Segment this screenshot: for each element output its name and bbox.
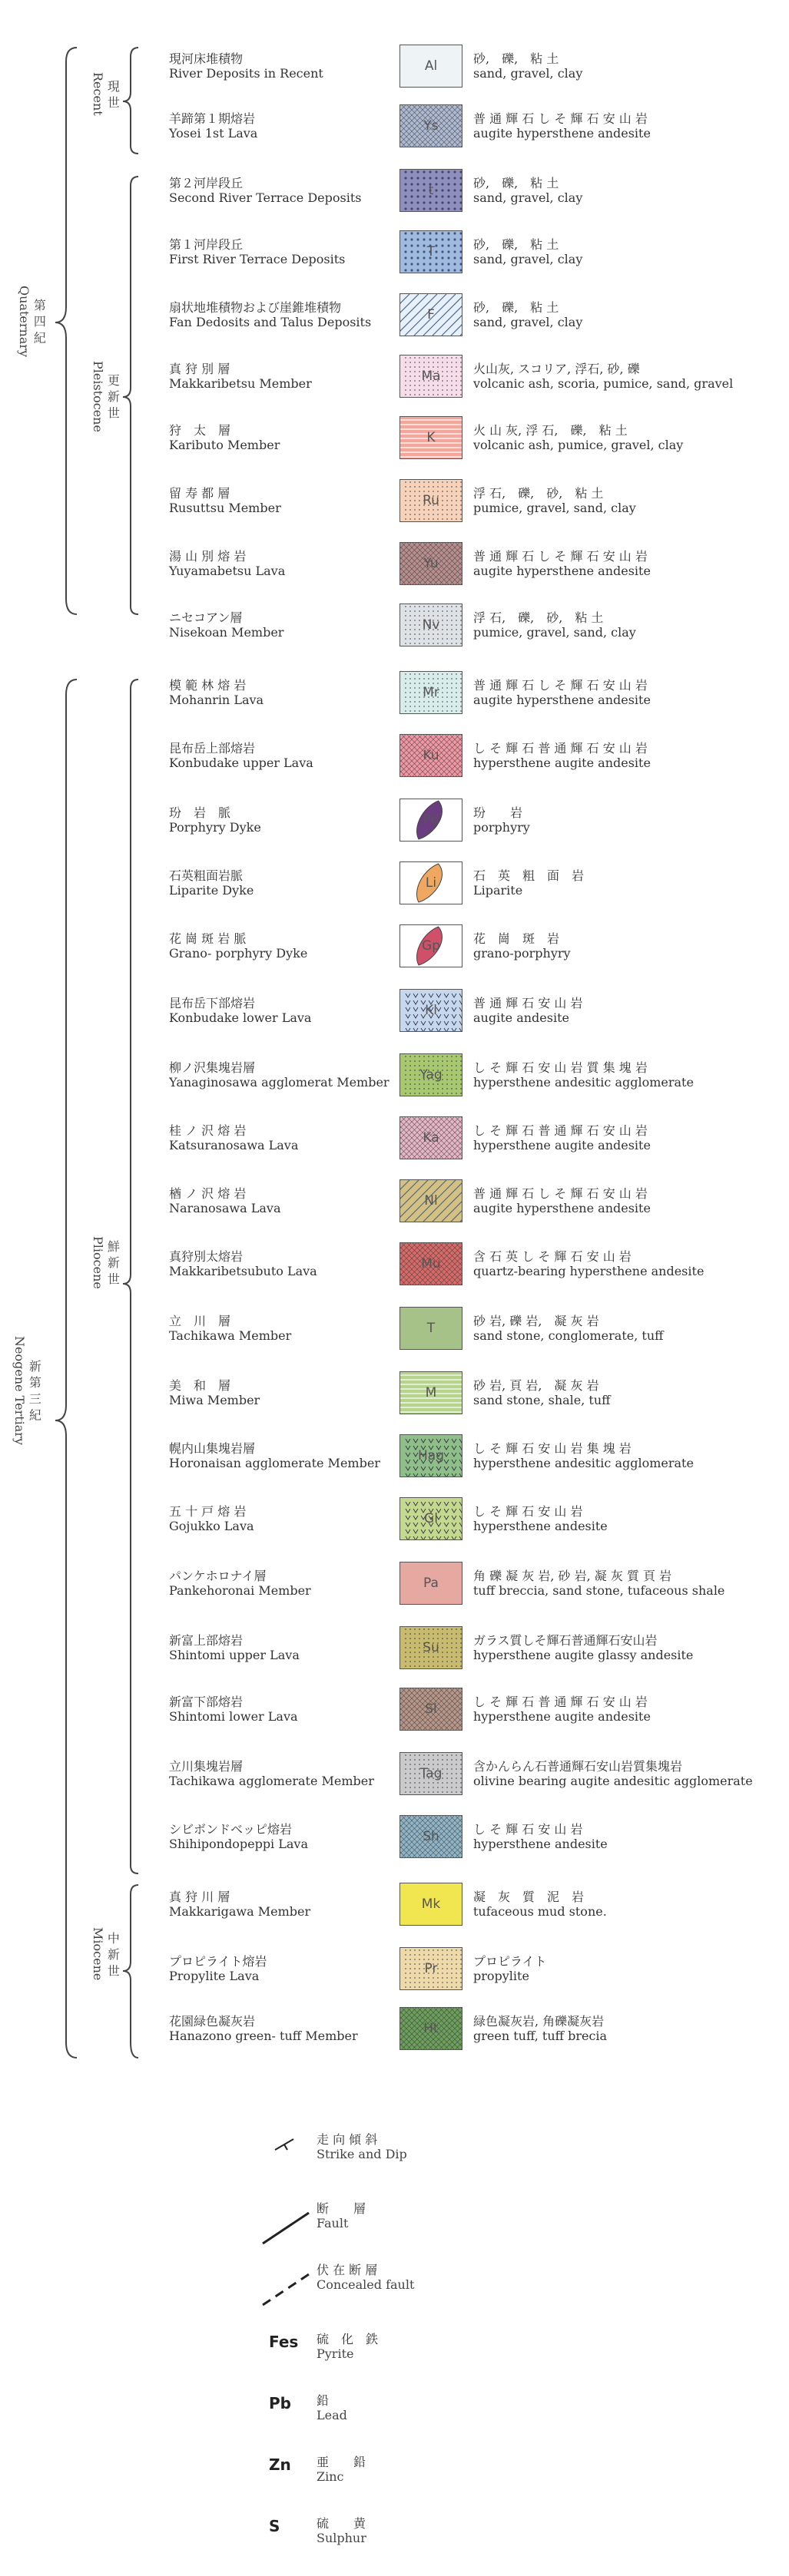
legend-row <box>0 45 789 91</box>
unit-name-jp: 石英粗面岩脈 <box>169 868 244 883</box>
lithology-jp: 玢 岩 <box>473 805 523 820</box>
legend-row <box>0 1626 789 1672</box>
unit-code: Ht <box>423 2021 439 2036</box>
pattern-swatch <box>399 1434 462 1477</box>
lithology-en: hypersthene augite andesite <box>473 756 651 770</box>
unit-code: K <box>426 430 436 445</box>
lithology-jp: 含かんらん石普通輝石安山岩質集塊岩 <box>473 1759 683 1774</box>
unit-name-en: Tachikawa Member <box>169 1328 292 1343</box>
pliocene-en: Pliocene <box>91 1236 106 1289</box>
unit-code: Ys <box>423 118 439 134</box>
recent-jp: 現 世 <box>105 79 121 108</box>
miocene-en: Miocene <box>91 1927 106 1981</box>
unit-name-jp: 昆布岳下部熔岩 <box>169 996 256 1010</box>
legend-row <box>0 1434 789 1480</box>
unit-name-jp: 柳ノ沢集塊岩層 <box>169 1060 256 1075</box>
unit-code: Pr <box>424 1961 438 1976</box>
legend-row <box>0 1752 789 1798</box>
lithology-en: hypersthene andesitic agglomerate <box>473 1075 694 1090</box>
unit-name-jp: シビボンドベッピ熔岩 <box>169 1822 293 1837</box>
neogene-jp: 新 第 三 紀 <box>27 1360 42 1421</box>
unit-code: Ka <box>423 1130 439 1146</box>
lithology-en: augite hypersthene andesite <box>473 126 651 141</box>
unit-name-en: Tachikawa agglomerate Member <box>169 1774 374 1788</box>
unit-name-jp: 花 崗 斑 岩 脈 <box>169 931 247 946</box>
legend-row <box>0 104 789 150</box>
symbol-label-en: Zinc <box>317 2469 344 2484</box>
lithology-en: sand, gravel, clay <box>473 66 583 81</box>
lithology-jp: 火 山 灰, 浮 石, 礫, 粘 土 <box>473 423 628 438</box>
pattern-swatch <box>399 230 462 273</box>
unit-code: M <box>425 1385 437 1400</box>
legend-row <box>0 169 789 215</box>
unit-name-en: Porphyry Dyke <box>169 820 261 835</box>
unit-name-jp: 立川集塊岩層 <box>169 1759 244 1774</box>
pliocene-jp: 鮮 新 世 <box>105 1240 121 1285</box>
unit-name-en: Shihipondopeppi Lava <box>169 1837 308 1851</box>
unit-code: Sh <box>423 1829 439 1844</box>
unit-name-jp: 模 範 林 熔 岩 <box>169 678 247 693</box>
unit-name-en: Horonaisan agglomerate Member <box>169 1456 380 1470</box>
mineral-symbol: Pb <box>269 2394 291 2412</box>
unit-code: Gp <box>422 938 440 954</box>
unit-name-jp: 新富上部熔岩 <box>169 1633 244 1648</box>
mineral-symbol: Fes <box>269 2333 299 2351</box>
unit-code: Nv <box>422 617 440 633</box>
legend-row <box>0 355 789 401</box>
legend-row <box>0 799 789 845</box>
unit-name-jp: 楢 ノ 沢 熔 岩 <box>169 1186 247 1201</box>
unit-name-en: Makkaribetsu Member <box>169 376 312 391</box>
unit-code: Mk <box>421 1896 441 1912</box>
symbol-label-en: Fault <box>317 2216 349 2230</box>
legend-row <box>0 479 789 525</box>
lithology-en: grano-porphyry <box>473 946 571 961</box>
lithology-en: tufaceous mud stone. <box>473 1904 607 1919</box>
symbol-label-jp: 硫 化 鉄 <box>317 2332 379 2346</box>
unit-name-jp: 立 川 層 <box>169 1314 231 1328</box>
pattern-swatch <box>399 603 462 646</box>
lithology-en: green tuff, tuff brecia <box>473 2029 608 2043</box>
unit-code: Yu <box>423 556 439 571</box>
unit-code: Ru <box>423 493 439 508</box>
pattern-swatch <box>399 1307 462 1350</box>
unit-code: Mr <box>423 685 439 700</box>
lithology-jp: 普 通 輝 石 安 山 岩 <box>473 996 583 1010</box>
unit-name-jp: 真狩別太熔岩 <box>169 1249 244 1264</box>
pattern-swatch <box>399 1497 462 1540</box>
legend-row <box>0 924 789 971</box>
legend-row <box>0 1053 789 1100</box>
unit-name-jp: 真 狩 別 層 <box>169 362 230 376</box>
lithology-en: Liparite <box>473 883 523 898</box>
unit-name-jp: 現河床堆積物 <box>169 51 244 66</box>
lithology-en: pumice, gravel, sand, clay <box>473 625 636 640</box>
unit-name-en: Yanaginosawa agglomerat Member <box>169 1075 390 1090</box>
unit-name-en: Mohanrin Lava <box>169 693 264 707</box>
lithology-en: sand, gravel, clay <box>473 315 583 329</box>
pattern-swatch <box>399 1947 462 1990</box>
lithology-jp: 普 通 輝 石 し そ 輝 石 安 山 岩 <box>473 1186 648 1201</box>
lithology-jp: 砂 岩, 礫 岩, 凝 灰 岩 <box>473 1314 599 1328</box>
unit-name-jp: 玢 岩 脈 <box>169 805 231 820</box>
unit-code: Ku <box>423 748 439 763</box>
unit-name-en: Shintomi upper Lava <box>169 1648 300 1662</box>
unit-name-en: Liparite Dyke <box>169 883 254 898</box>
symbol-label-jp: 伏 在 断 層 <box>317 2263 378 2277</box>
legend-row <box>0 230 789 276</box>
symbol-label-en: Sulphur <box>317 2531 366 2545</box>
unit-code: Gl <box>424 1511 438 1526</box>
lithology-en: hypersthene andesitic agglomerate <box>473 1456 694 1470</box>
unit-code: Mu <box>421 1256 441 1271</box>
unit-name-jp: 美 和 層 <box>169 1378 231 1393</box>
pattern-swatch <box>399 2007 462 2050</box>
legend-row <box>0 1883 789 1929</box>
unit-name-en: Rusuttsu Member <box>169 501 281 515</box>
legend-row <box>0 989 789 1035</box>
legend-row <box>0 734 789 780</box>
mineral-symbol: Zn <box>269 2455 291 2474</box>
unit-name-en: Makkarigawa Member <box>169 1904 311 1919</box>
pattern-swatch <box>399 169 462 212</box>
pattern-swatch <box>399 542 462 585</box>
legend-row <box>0 542 789 588</box>
unit-name-en: Konbudake lower Lava <box>169 1010 312 1025</box>
unit-name-jp: 第２河岸段丘 <box>169 176 244 190</box>
unit-name-en: Miwa Member <box>169 1393 260 1407</box>
lithology-en: hypersthene augite andesite <box>473 1138 651 1152</box>
pattern-swatch <box>399 1883 462 1926</box>
lithology-jp: し そ 輝 石 普 通 輝 石 安 山 岩 <box>473 1123 648 1138</box>
unit-name-jp: 湯 山 別 熔 岩 <box>169 549 247 564</box>
pleistocene-en: Pleistocene <box>91 361 106 432</box>
pattern-swatch <box>399 1626 462 1669</box>
unit-name-en: Grano- porphyry Dyke <box>169 946 308 961</box>
recent-en: Recent <box>91 72 106 116</box>
unit-name-en: Hanazono green- tuff Member <box>169 2029 358 2043</box>
unit-name-en: Kaributo Member <box>169 438 280 452</box>
unit-code: Tag <box>419 1766 443 1781</box>
lithology-jp: 普 通 輝 石 し そ 輝 石 安 山 岩 <box>473 549 648 564</box>
unit-code: Pd <box>423 812 439 828</box>
lithology-jp: 石 英 粗 面 岩 <box>473 868 585 883</box>
pattern-swatch <box>399 416 462 459</box>
pattern-swatch <box>399 1371 462 1414</box>
legend-row <box>0 1562 789 1608</box>
pattern-swatch <box>399 355 462 398</box>
unit-code: Hag <box>418 1448 444 1463</box>
pattern-swatch <box>399 293 462 336</box>
lithology-jp: 凝 灰 質 泥 岩 <box>473 1890 585 1904</box>
unit-name-en: Propylite Lava <box>169 1969 260 1983</box>
unit-name-jp: 羊蹄第１期熔岩 <box>169 111 256 126</box>
symbol-label-en: Strike and Dip <box>317 2147 407 2161</box>
unit-name-jp: 扇状地堆積物および崖錐堆積物 <box>169 300 342 315</box>
symbol-label-jp: 硫 黄 <box>317 2516 366 2531</box>
pattern-swatch <box>399 1116 462 1159</box>
unit-code: Sl <box>425 1701 437 1717</box>
pattern-swatch <box>399 479 462 522</box>
unit-name-jp: 留 寿 都 層 <box>169 486 230 501</box>
lithology-jp: 浮 石, 礫, 砂, 粘 土 <box>473 486 604 501</box>
pattern-swatch <box>399 1815 462 1858</box>
unit-code: Su <box>423 1640 439 1655</box>
legend-row <box>0 1116 789 1162</box>
neogene-en: Neogene Tertiary <box>12 1336 28 1445</box>
unit-name-jp: 五 十 戸 熔 岩 <box>169 1504 247 1519</box>
lithology-jp: し そ 輝 石 普 通 輝 石 安 山 岩 <box>473 741 648 756</box>
pattern-swatch <box>399 1562 462 1605</box>
legend-row <box>0 2007 789 2053</box>
unit-code: t <box>428 183 434 198</box>
unit-code: Pa <box>423 1576 439 1591</box>
pattern-swatch <box>399 924 462 967</box>
unit-code: Yag <box>419 1067 443 1083</box>
pattern-swatch <box>399 861 462 904</box>
unit-name-en: Konbudake upper Lava <box>169 756 313 770</box>
miocene-jp: 中 新 世 <box>105 1931 121 1976</box>
quaternary-jp: 第 四 紀 <box>31 299 47 344</box>
lithology-jp: し そ 輝 石 安 山 岩 <box>473 1504 583 1519</box>
lithology-en: volcanic ash, scoria, pumice, sand, gravel <box>473 376 734 391</box>
lithology-en: quartz-bearing hypersthene andesite <box>473 1264 704 1278</box>
lithology-jp: ガラス質しそ輝石普通輝石安山岩 <box>473 1633 658 1648</box>
legend-row <box>0 293 789 339</box>
unit-name-jp: 新富下部熔岩 <box>169 1695 244 1709</box>
unit-name-en: Fan Dedosits and Talus Deposits <box>169 315 372 329</box>
legend-row <box>0 1947 789 1993</box>
unit-name-en: Makkaribetsubuto Lava <box>169 1264 317 1278</box>
lithology-en: hypersthene augite glassy andesite <box>473 1648 694 1662</box>
pattern-swatch <box>399 1242 462 1285</box>
lithology-en: sand, gravel, clay <box>473 190 583 205</box>
legend-row <box>0 1688 789 1734</box>
unit-code: Ma <box>421 369 441 384</box>
lithology-en: hypersthene andesite <box>473 1837 608 1851</box>
unit-name-en: First River Terrace Deposits <box>169 252 346 266</box>
unit-name-jp: 第１河岸段丘 <box>169 237 244 252</box>
unit-name-en: Yuyamabetsu Lava <box>169 564 286 578</box>
quaternary-en: Quaternary <box>17 286 32 358</box>
lithology-en: sand stone, conglomerate, tuff <box>473 1328 664 1343</box>
symbol-label-jp: 鉛 <box>317 2393 330 2408</box>
symbol-label-en: Lead <box>317 2408 347 2422</box>
unit-name-en: Naranosawa Lava <box>169 1201 281 1215</box>
lithology-en: sand stone, shale, tuff <box>473 1393 611 1407</box>
unit-name-jp: 花園緑色凝灰岩 <box>169 2014 256 2029</box>
unit-name-en: Gojukko Lava <box>169 1519 254 1533</box>
unit-name-jp: 桂 ノ 沢 熔 岩 <box>169 1123 247 1138</box>
lithology-jp: 角 礫 凝 灰 岩, 砂 岩, 凝 灰 質 頁 岩 <box>473 1569 672 1583</box>
pattern-swatch <box>399 799 462 842</box>
lithology-en: pumice, gravel, sand, clay <box>473 501 636 515</box>
unit-name-jp: 真 狩 川 層 <box>169 1890 230 1904</box>
lithology-jp: 緑色凝灰岩, 角礫凝灰岩 <box>473 2014 605 2029</box>
unit-code: Li <box>425 875 437 891</box>
mineral-symbol: S <box>269 2517 280 2535</box>
lithology-en: augite hypersthene andesite <box>473 693 651 707</box>
lithology-en: volcanic ash, pumice, gravel, clay <box>473 438 684 452</box>
lithology-jp: し そ 輝 石 普 通 輝 石 安 山 岩 <box>473 1695 648 1709</box>
lithology-en: augite hypersthene andesite <box>473 564 651 578</box>
legend-row <box>0 603 789 650</box>
lithology-en: porphyry <box>473 820 530 835</box>
unit-name-jp: プロピライト熔岩 <box>169 1954 267 1969</box>
lithology-jp: 浮 石, 礫, 砂, 粘 土 <box>473 610 604 625</box>
unit-name-jp: 狩 太 層 <box>169 423 231 438</box>
lithology-en: augite andesite <box>473 1010 569 1025</box>
pattern-swatch <box>399 104 462 147</box>
symbol-label-jp: 亜 鉛 <box>317 2455 366 2469</box>
lithology-jp: 砂, 礫, 粘 土 <box>473 237 559 252</box>
legend-row <box>0 1815 789 1861</box>
unit-name-jp: 昆布岳上部熔岩 <box>169 741 256 756</box>
lithology-en: propylite <box>473 1969 529 1983</box>
pleistocene-jp: 更 新 世 <box>105 374 121 419</box>
pattern-swatch <box>399 1053 462 1096</box>
unit-name-en: River Deposits in Recent <box>169 66 323 81</box>
lithology-en: hypersthene augite andesite <box>473 1709 651 1724</box>
lithology-jp: 花 崗 斑 岩 <box>473 931 560 946</box>
legend-row <box>0 1179 789 1225</box>
unit-name-jp: パンケホロナイ層 <box>169 1569 267 1583</box>
legend-row <box>0 1371 789 1417</box>
pattern-swatch <box>399 1752 462 1795</box>
pattern-swatch <box>399 734 462 777</box>
lithology-en: hypersthene andesite <box>473 1519 608 1533</box>
lithology-jp: し そ 輝 石 安 山 岩 集 塊 岩 <box>473 1441 632 1456</box>
legend-row <box>0 1242 789 1288</box>
pattern-swatch <box>399 989 462 1032</box>
unit-code: Nl <box>424 1193 438 1209</box>
lithology-jp: し そ 輝 石 安 山 岩 質 集 塊 岩 <box>473 1060 648 1075</box>
unit-name-en: Pankehoronai Member <box>169 1583 311 1598</box>
legend-row <box>0 1307 789 1353</box>
unit-code: T <box>426 1321 436 1336</box>
unit-name-en: Nisekoan Member <box>169 625 284 640</box>
lithology-jp: 普 通 輝 石 し そ 輝 石 安 山 岩 <box>473 678 648 693</box>
lithology-jp: 砂, 礫, 粘 土 <box>473 300 559 315</box>
lithology-en: sand, gravel, clay <box>473 252 583 266</box>
lithology-jp: 火山灰, スコリア, 浮石, 砂, 礫 <box>473 362 640 376</box>
lithology-jp: プロピライト <box>473 1954 547 1969</box>
unit-code: F <box>427 307 435 322</box>
symbol-label-jp: 走 向 傾 斜 <box>317 2132 378 2147</box>
lithology-jp: 含 石 英 し そ 輝 石 安 山 岩 <box>473 1249 632 1264</box>
symbol-label-en: Concealed fault <box>317 2277 415 2292</box>
lithology-en: augite hypersthene andesite <box>473 1201 651 1215</box>
legend-row <box>0 671 789 717</box>
unit-name-en: Katsuranosawa Lava <box>169 1138 299 1152</box>
pattern-swatch <box>399 671 462 714</box>
lithology-en: tuff breccia, sand stone, tufaceous shale <box>473 1583 725 1598</box>
unit-name-jp: ニセコアン層 <box>169 610 243 625</box>
pattern-swatch <box>399 1179 462 1222</box>
lithology-jp: し そ 輝 石 安 山 岩 <box>473 1822 583 1837</box>
lithology-jp: 砂 岩, 頁 岩, 凝 灰 岩 <box>473 1378 599 1393</box>
unit-code: T <box>426 244 436 260</box>
symbol-label-en: Pyrite <box>317 2346 354 2361</box>
pattern-swatch <box>399 1688 462 1731</box>
unit-code: Al <box>424 58 438 74</box>
unit-name-jp: 幌内山集塊岩層 <box>169 1441 256 1456</box>
lithology-jp: 砂, 礫, 粘 土 <box>473 51 559 66</box>
legend-row <box>0 416 789 462</box>
unit-name-en: Second River Terrace Deposits <box>169 190 362 205</box>
lithology-jp: 普 通 輝 石 し そ 輝 石 安 山 岩 <box>473 111 648 126</box>
legend-row <box>0 861 789 908</box>
unit-name-en: Yosei 1st Lava <box>169 126 258 141</box>
unit-code: Kl <box>425 1003 437 1018</box>
unit-name-en: Shintomi lower Lava <box>169 1709 298 1724</box>
legend-row <box>0 1497 789 1543</box>
lithology-en: olivine bearing augite andesitic agglomerate <box>473 1774 753 1788</box>
pattern-swatch <box>399 45 462 88</box>
lithology-jp: 砂, 礫, 粘 土 <box>473 176 559 190</box>
symbol-label-jp: 断 層 <box>317 2201 366 2216</box>
